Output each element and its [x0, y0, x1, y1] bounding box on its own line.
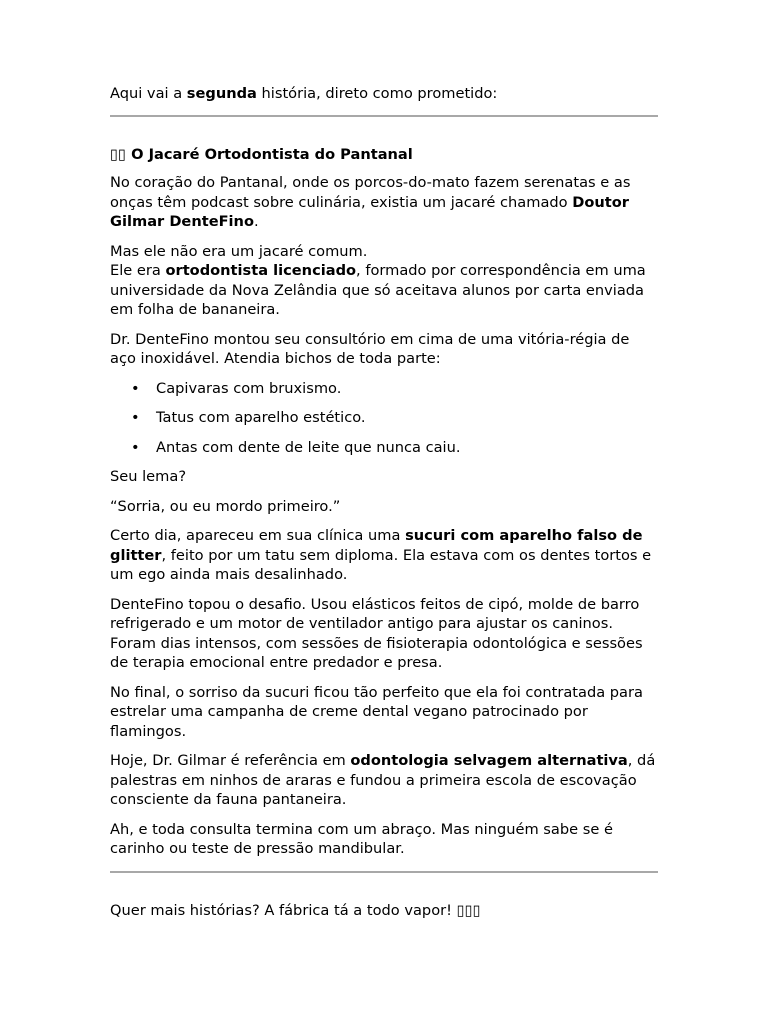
list-item: [110, 438, 658, 458]
character-name: Doutor Gilmar DenteFino: [110, 193, 629, 230]
paragraph-8: No final, o sorriso da sucuri ficou tão perfeito que ela foi contratada para estrelar uma campanha de creme dental vegano patrocinado por flamingos.: [110, 683, 643, 740]
paragraph-2: [110, 242, 658, 320]
intro-line: [110, 84, 658, 104]
paragraph-1: [110, 173, 658, 232]
bullet-icon: •: [131, 379, 140, 397]
intro-text-end: história, direto como prometido:: [256, 85, 498, 102]
paragraph-2-text-end: , formado por correspondência em uma universidade da Nova Zelândia que só aceitava alunos por carta enviada em folha de bananeira.: [110, 262, 646, 318]
paragraph-9-emphasis: odontologia selvagem alternativa: [350, 752, 628, 769]
paragraph-6: [110, 526, 658, 585]
list-item: [110, 408, 658, 428]
paragraph-1-text: No coração do Pantanal, onde os porcos-do-mato fazem serenatas e as onças têm podcast sobre culinária, existia um jacaré chamado: [110, 174, 631, 211]
outro-line: Quer mais histórias? A fábrica tá a todo vapor! ▯▯▯: [110, 901, 481, 919]
top-divider: [110, 115, 658, 117]
paragraph-6-text: Certo dia, apareceu em sua clínica uma: [110, 527, 406, 544]
paragraph-2-line-1: Mas ele não era um jacaré comum.: [110, 242, 368, 260]
list-item: [110, 379, 658, 399]
list-item-text: Capivaras com bruxismo.: [156, 379, 342, 397]
paragraph-9: [110, 751, 658, 810]
paragraph-10: Ah, e toda consulta termina com um abraço. Mas ninguém sabe se é carinho ou teste de pressão mandibular.: [110, 820, 613, 857]
bullet-icon: •: [131, 409, 140, 426]
intro-emphasis: segunda: [186, 85, 257, 102]
paragraph-1-end: .: [253, 213, 259, 230]
motto-quote: “Sorria, ou eu mordo primeiro.”: [110, 497, 341, 515]
paragraph-4: Seu lema?: [110, 468, 187, 485]
document-page: [110, 84, 658, 920]
paragraph-6-emphasis: sucuri com aparelho falso de glitter: [110, 527, 643, 564]
list-item-text: Antas com dente de leite que nunca caiu.: [156, 438, 461, 456]
bottom-divider: [110, 871, 658, 873]
paragraph-9-text: Hoje, Dr. Gilmar é referência em: [110, 752, 351, 769]
paragraph-2-text: Ele era: [110, 262, 166, 279]
paragraph-3: Dr. DenteFino montou seu consultório em cima de uma vitória-régia de aço inoxidável. Atendia bichos de toda parte:: [110, 330, 630, 367]
paragraph-6-text-end: , feito por um tatu sem diploma. Ela estava com os dentes tortos e um ego ainda mais desalinhado.: [110, 546, 652, 583]
paragraph-7: DenteFino topou o desafio. Usou elásticos feitos de cipó, molde de barro refrigerado e um motor de ventilador antigo para ajustar os caninos. Foram dias intensos, com sessões de fisioterapia odontológica e sessões de terapia emocional entre predador e presa.: [110, 595, 643, 671]
paragraph-2-emphasis: ortodontista licenciado: [165, 262, 357, 279]
patients-list: [110, 379, 658, 458]
story-title: ▯▯ O Jacaré Ortodontista do Pantanal: [110, 145, 413, 163]
paragraph-9-text-end: , dá palestras em ninhos de araras e fundou a primeira escola de escovação consciente da fauna pantaneira.: [110, 752, 656, 808]
bullet-icon: •: [131, 438, 140, 456]
intro-text: Aqui vai a: [110, 85, 187, 102]
list-item-text: Tatus com aparelho estético.: [156, 409, 366, 426]
